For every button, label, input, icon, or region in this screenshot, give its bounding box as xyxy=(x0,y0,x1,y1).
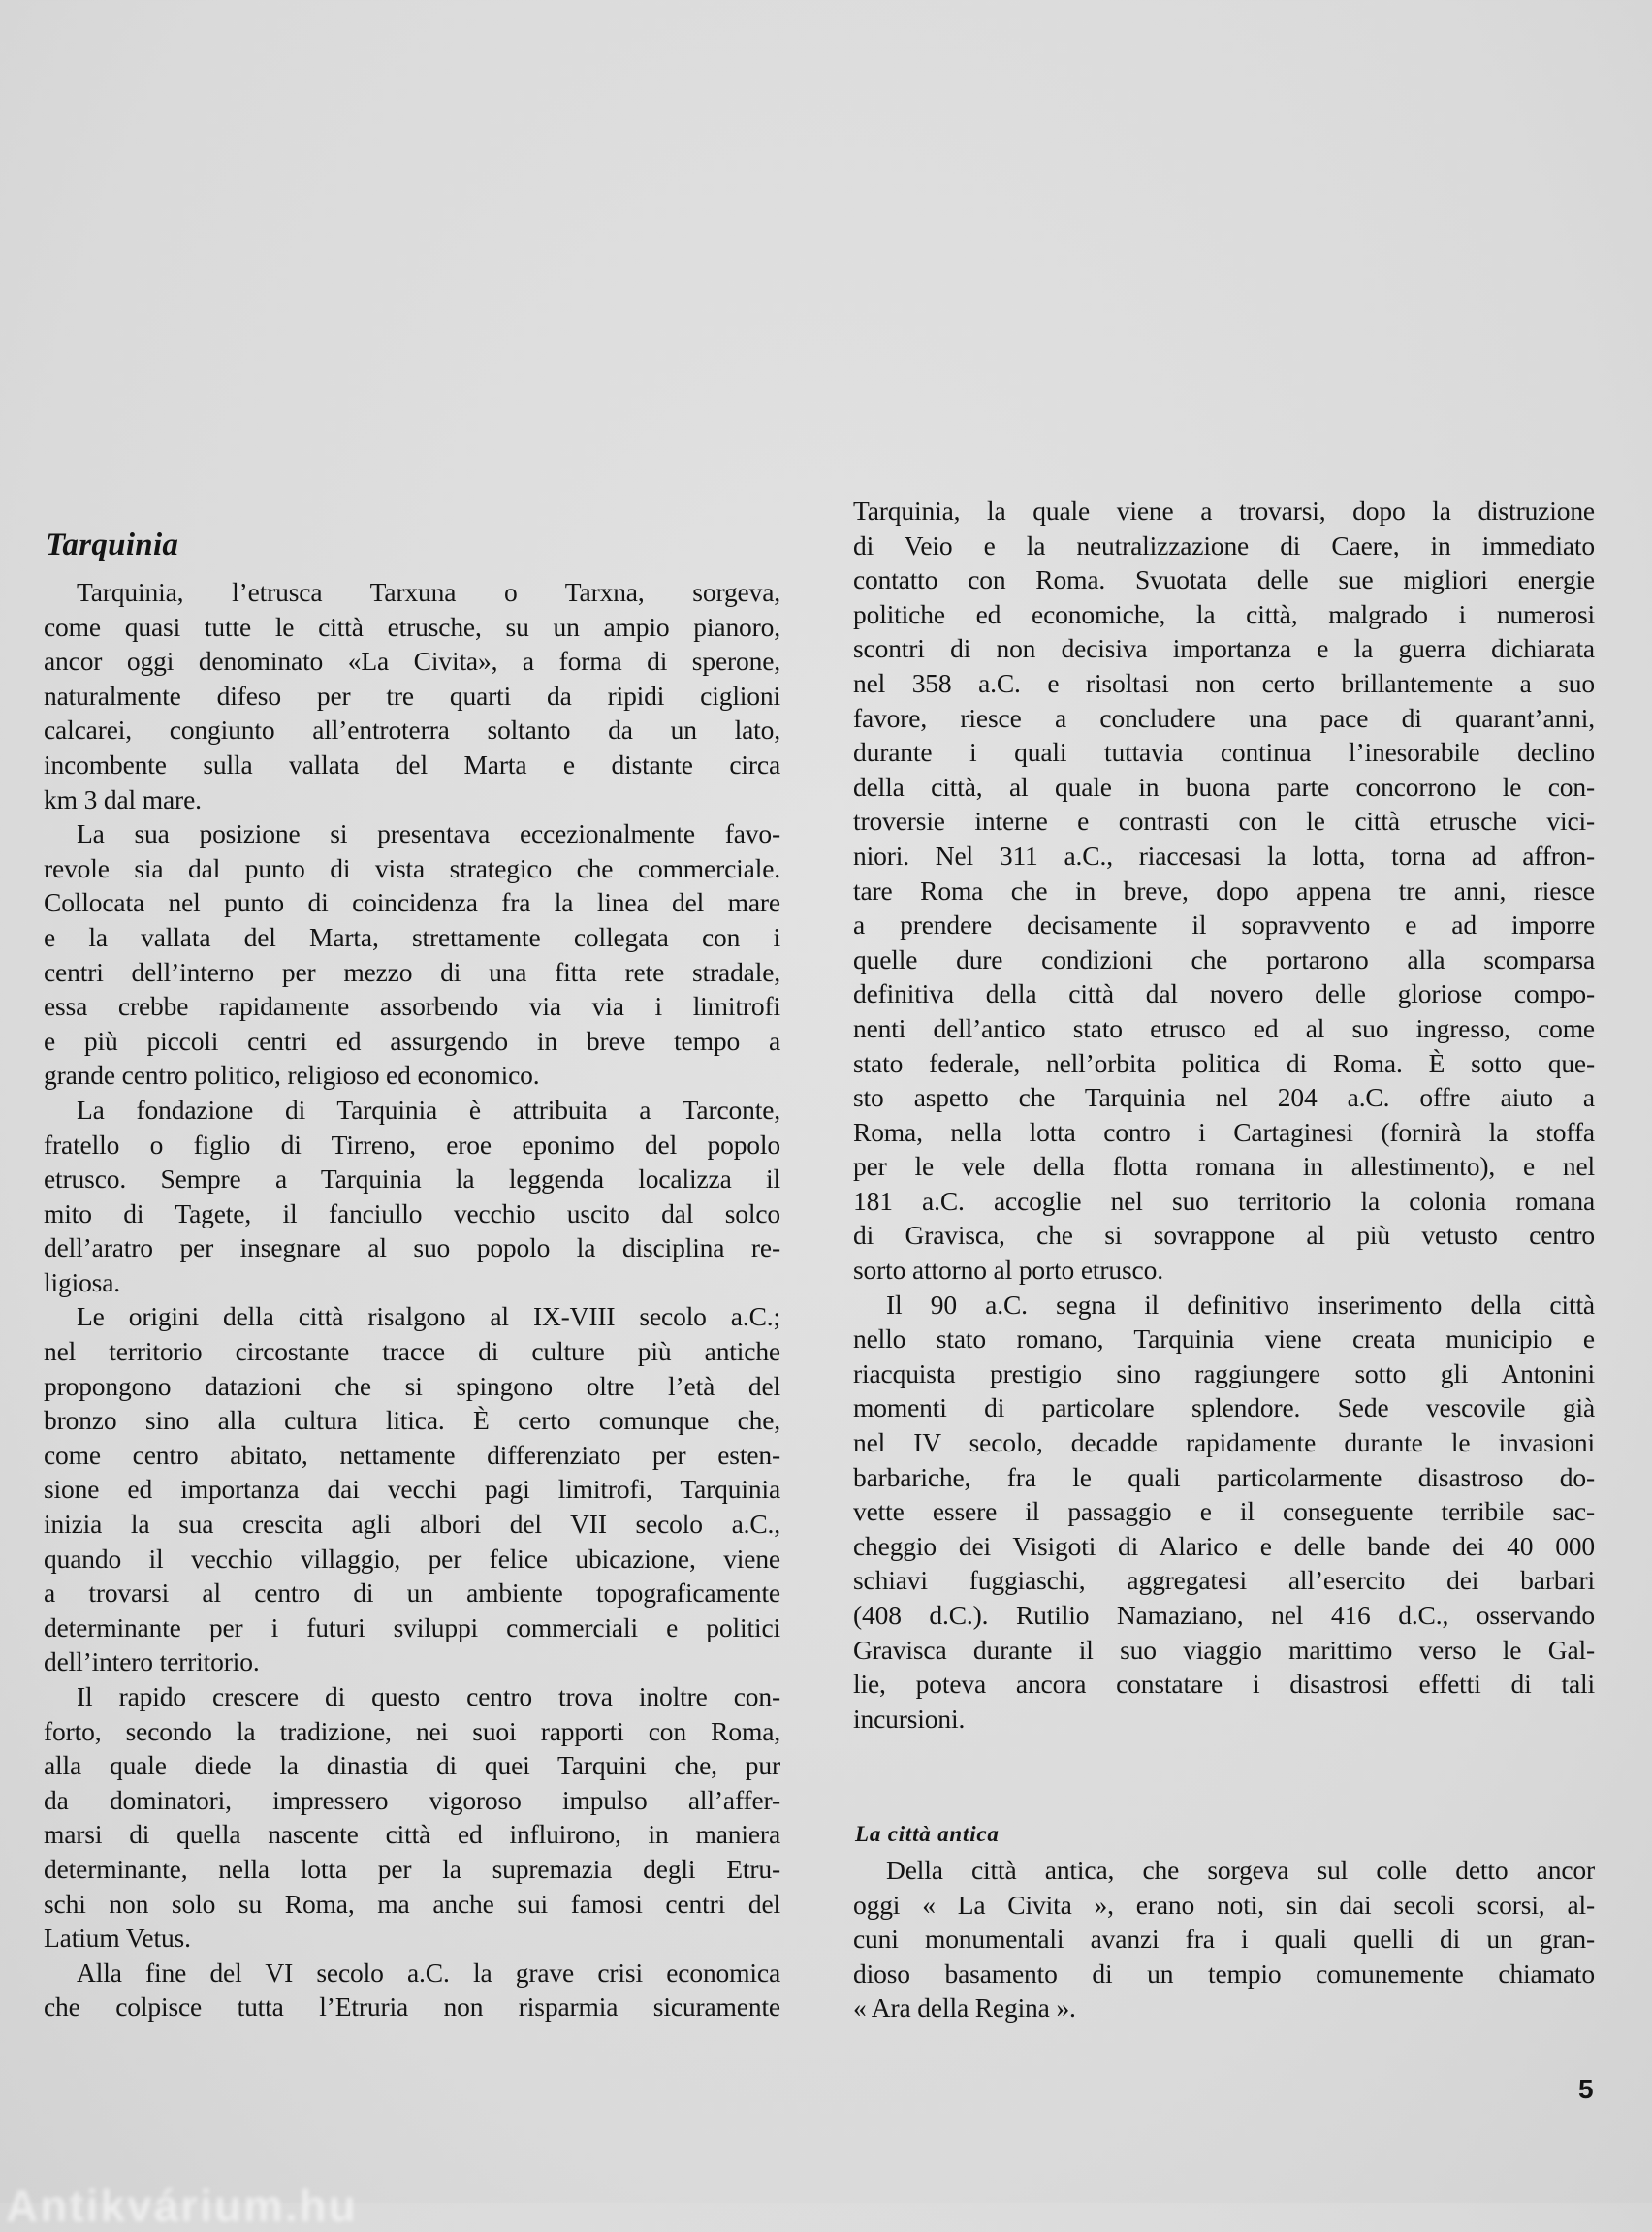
text-line: dell’intero territorio. xyxy=(44,1646,260,1677)
text-line: marsi di quella nascente città ed influirono, in maniera xyxy=(44,1819,780,1850)
text-line: naturalmente difeso per tre quarti da ripidi ciglioni xyxy=(44,680,780,711)
text-line: dell’aratro per insegnare al suo popolo la disciplina re- xyxy=(44,1232,780,1263)
text-line: calcarei, congiunto all’entroterra soltanto da un lato, xyxy=(44,715,780,746)
text-line: revole sia dal punto di vista strategico che commerciale. xyxy=(44,852,780,883)
text-line: per le vele della flotta romana in allestimento), e nel xyxy=(853,1151,1595,1182)
text-line: come centro abitato, nettamente differenziato per esten- xyxy=(44,1439,780,1470)
text-line: determinante, nella lotta per la supremazia degli Etru- xyxy=(44,1853,780,1884)
text-line: a prendere decisamente il sopravvento e ad imporre xyxy=(853,909,1595,941)
subsection-body xyxy=(853,1853,1595,2025)
text-line: nel territorio circostante tracce di culture più antiche xyxy=(44,1336,780,1367)
text-line: determinante per i futuri sviluppi commerciali e politici xyxy=(44,1611,780,1642)
text-line: definitiva della città dal novero delle gloriose compo- xyxy=(853,978,1595,1009)
paragraph-first-line: Della città antica, che sorgeva sul colle detto ancor xyxy=(886,1855,1595,1885)
paragraph-first-line: La fondazione di Tarquinia è attribuita a Tarconte, xyxy=(77,1094,780,1125)
subsection-title: La città antica xyxy=(855,1822,1000,1847)
section-title: Tarquinia xyxy=(46,527,179,563)
text-line: sione ed importanza dai vecchi pagi limitrofi, Tarquinia xyxy=(44,1474,780,1505)
text-line: essa crebbe rapidamente assorbendo via via i limitrofi xyxy=(44,991,780,1022)
text-line: contatto con Roma. Svuotata delle sue migliori energie xyxy=(853,564,1595,595)
paragraph-first-line: La sua posizione si presentava eccezionalmente favo- xyxy=(77,818,780,849)
text-line: di Gravisca, che si sovrappone al più vetusto centro xyxy=(853,1220,1595,1251)
text-line: favore, riesce a concludere una pace di quarant’anni, xyxy=(853,702,1595,733)
text-line: Gravisca durante il suo viaggio marittimo verso le Gal- xyxy=(853,1634,1595,1665)
text-line: scontri di non decisiva importanza e la guerra dichiarata xyxy=(853,633,1595,664)
left-column xyxy=(44,575,780,2025)
text-line: nello stato romano, Tarquinia viene creata municipio e xyxy=(853,1323,1595,1355)
text-line: che colpisce tutta l’Etruria non risparmia sicuramente xyxy=(44,1992,780,2023)
text-line: incursioni. xyxy=(853,1703,966,1734)
text-line: oggi « La Civita », erano noti, sin dai secoli scorsi, al- xyxy=(853,1889,1595,1920)
text-line: schiavi fuggiaschi, aggregatesi all’esercito dei barbari xyxy=(853,1565,1595,1596)
text-line: forto, secondo la tradizione, nei suoi rapporti con Roma, xyxy=(44,1715,780,1746)
text-line: Collocata nel punto di coincidenza fra la linea del mare xyxy=(44,887,780,918)
text-line: dioso basamento di un tempio comunemente chiamato xyxy=(853,1958,1595,1989)
text-line: e la vallata del Marta, strettamente collegata con i xyxy=(44,921,780,952)
text-line: vette essere il passaggio e il conseguente terribile sac- xyxy=(853,1496,1595,1527)
text-line: e più piccoli centri ed assurgendo in breve tempo a xyxy=(44,1025,780,1056)
text-line: ancor oggi denominato «La Civita», a forma di sperone, xyxy=(44,646,780,677)
text-line: lie, poteva ancora constatare i disastrosi effetti di tali xyxy=(853,1669,1595,1700)
text-line: da dominatori, impressero vigoroso impulso all’affer- xyxy=(44,1784,780,1815)
page-number: 5 xyxy=(1578,2074,1594,2104)
right-column xyxy=(853,494,1595,1736)
text-line: Roma, nella lotta contro i Cartaginesi (fornirà la stoffa xyxy=(853,1116,1595,1147)
text-line: bronzo sino alla cultura litica. È certo comunque che, xyxy=(44,1405,780,1436)
text-line: troversie interne e contrasti con le città etrusche vici- xyxy=(853,806,1595,837)
text-line: alla quale diede la dinastia di quei Tarquini che, pur xyxy=(44,1750,780,1781)
text-line: stato federale, nell’orbita politica di Roma. È sotto que- xyxy=(853,1047,1595,1078)
text-line: cuni monumentali avanzi fra i quali quelli di un gran- xyxy=(853,1924,1595,1955)
text-line: riacquista prestigio sino raggiungere sotto gli Antonini xyxy=(853,1357,1595,1388)
text-line: cheggio dei Visigoti di Alarico e delle bande dei 40 000 xyxy=(853,1530,1595,1561)
paragraph-first-line: Alla fine del VI secolo a.C. la grave crisi economica xyxy=(77,1957,780,1988)
text-line: grande centro politico, religioso ed economico. xyxy=(44,1060,540,1091)
text-line: schi non solo su Roma, ma anche sui famosi centri del xyxy=(44,1888,780,1919)
text-line: momenti di particolare splendore. Sede vescovile già xyxy=(853,1392,1595,1423)
text-line: « Ara della Regina ». xyxy=(853,1993,1076,2024)
text-line: durante i quali tuttavia continua l’inesorabile declino xyxy=(853,737,1595,768)
text-line: mito di Tagete, il fanciullo vecchio uscito dal solco xyxy=(44,1197,780,1228)
paragraph-first-line: Il 90 a.C. segna il definitivo inserimento della città xyxy=(886,1289,1595,1320)
text-line: (408 d.C.). Rutilio Namaziano, nel 416 d.C., osservando xyxy=(853,1600,1595,1630)
text-line: Tarquinia, la quale viene a trovarsi, dopo la distruzione xyxy=(853,495,1595,526)
text-line: km 3 dal mare. xyxy=(44,783,202,814)
text-line: centri dell’interno per mezzo di una fitta rete stradale, xyxy=(44,956,780,987)
watermark: Antikvárium.hu xyxy=(6,2181,358,2231)
text-line: propongono datazioni che si spingono oltre l’età del xyxy=(44,1370,780,1401)
text-line: inizia la sua crescita agli albori del VII secolo a.C., xyxy=(44,1509,780,1540)
text-line: come quasi tutte le città etrusche, su un ampio pianoro, xyxy=(44,611,780,642)
text-line: incombente sulla vallata del Marta e distante circa xyxy=(44,749,780,780)
paragraph-first-line: Tarquinia, l’etrusca Tarxuna o Tarxna, sorgeva, xyxy=(77,577,780,607)
text-line: politiche ed economiche, la città, malgrado i numerosi xyxy=(853,598,1595,629)
text-line: nel IV secolo, decadde rapidamente durante le invasioni xyxy=(853,1427,1595,1458)
text-line: sto aspetto che Tarquinia nel 204 a.C. offre aiuto a xyxy=(853,1082,1595,1113)
text-line: fratello o figlio di Tirreno, eroe eponimo del popolo xyxy=(44,1129,780,1160)
text-line: ligiosa. xyxy=(44,1266,121,1297)
text-line: di Veio e la neutralizzazione di Caere, in immediato xyxy=(853,529,1595,560)
text-line: Latium Vetus. xyxy=(44,1923,191,1954)
text-line: niori. Nel 311 a.C., riaccesasi la lotta, torna ad affron- xyxy=(853,840,1595,871)
text-line: nel 358 a.C. e risoltasi non certo brillantemente a suo xyxy=(853,667,1595,698)
text-line: quelle dure condizioni che portarono alla scomparsa xyxy=(853,943,1595,974)
paragraph-first-line: Il rapido crescere di questo centro trova inoltre con- xyxy=(77,1681,780,1711)
text-line: etrusco. Sempre a Tarquinia la leggenda localizza il xyxy=(44,1164,780,1195)
text-line: quando il vecchio villaggio, per felice ubicazione, viene xyxy=(44,1543,780,1574)
text-line: sorto attorno al porto etrusco. xyxy=(853,1255,1163,1286)
text-line: della città, al quale in buona parte concorrono le con- xyxy=(853,771,1595,802)
text-line: barbariche, fra le quali particolarmente disastroso do- xyxy=(853,1461,1595,1492)
text-line: tare Roma che in breve, dopo appena tre anni, riesce xyxy=(853,875,1595,906)
text-line: nenti dell’antico stato etrusco ed al suo ingresso, come xyxy=(853,1012,1595,1043)
paragraph-first-line: Le origini della città risalgono al IX-VIII secolo a.C.; xyxy=(77,1301,780,1332)
text-line: 181 a.C. accoglie nel suo territorio la colonia romana xyxy=(853,1185,1595,1216)
text-line: a trovarsi al centro di un ambiente topograficamente xyxy=(44,1578,780,1609)
